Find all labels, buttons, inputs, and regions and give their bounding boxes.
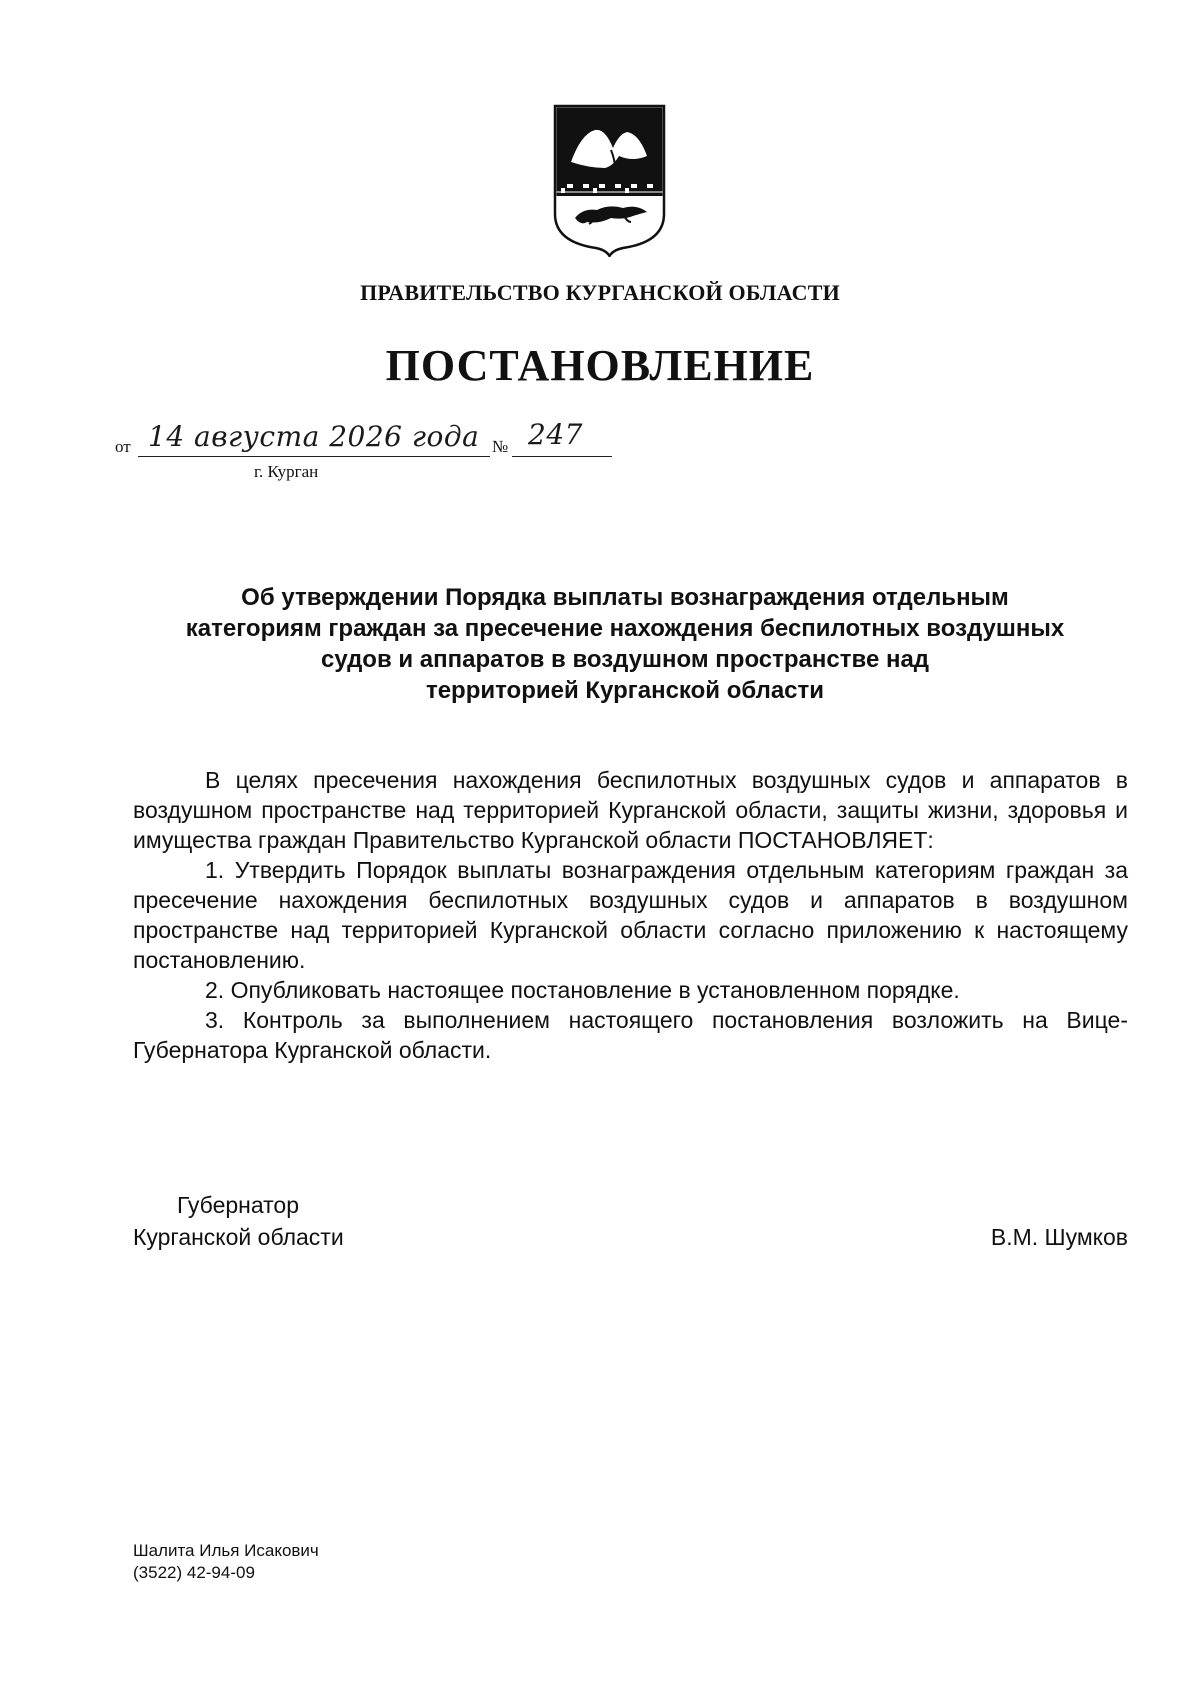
number-handwritten: 247 bbox=[528, 418, 583, 451]
title-line: судов и аппаратов в воздушном пространстве над bbox=[320, 646, 930, 673]
signatory-position-line2: Курганской области bbox=[133, 1224, 344, 1250]
body-paragraph: В целях пресечения нахождения беспилотных воздушных судов и аппаратов в воздушном пространстве над территорией Курганской области, защиты жизни, здоровья и имущества граждан Правительство Курганской области ПОСТАНОВЛЯЕТ: bbox=[133, 767, 1128, 853]
title-line: Об утверждении Порядка выплаты вознаграждения отдельным bbox=[241, 584, 1009, 611]
organization-name: ПРАВИТЕЛЬСТВО КУРГАНСКОЙ ОБЛАСТИ bbox=[360, 280, 840, 305]
document-title bbox=[130, 582, 1120, 706]
number-prefix: № bbox=[492, 437, 509, 456]
body-paragraph: 1. Утвердить Порядок выплаты вознаграждения отдельным категориям граждан за пресечение нахождения беспилотных воздушных судов и аппаратов в воздушном пространстве над территорией Курганской области согласно приложению к настоящему постановлению. bbox=[133, 857, 1128, 973]
contact-name: Шалита Илья Исакович bbox=[133, 1541, 319, 1560]
date-underline bbox=[138, 456, 490, 457]
document-body bbox=[133, 765, 1128, 1065]
document-type: ПОСТАНОВЛЕНИЕ bbox=[385, 341, 815, 390]
body-paragraph: 3. Контроль за выполнением настоящего постановления возложить на Вице-Губернатора Курганской области. bbox=[133, 1007, 1128, 1063]
signatory-name: В.М. Шумков bbox=[990, 1224, 1128, 1250]
date-handwritten: 14 августа 2026 года bbox=[148, 420, 480, 453]
number-underline bbox=[512, 456, 612, 457]
signatory-position-line1: Губернатор bbox=[177, 1192, 300, 1218]
date-prefix: от bbox=[115, 437, 131, 456]
coat-of-arms-icon bbox=[553, 104, 666, 257]
city-name: г. Курган bbox=[254, 462, 319, 481]
title-line: территорией Курганской области bbox=[425, 677, 825, 704]
body-paragraph: 2. Опубликовать настоящее постановление в установленном порядке. bbox=[205, 977, 960, 1003]
contact-phone: (3522) 42-94-09 bbox=[133, 1563, 255, 1582]
title-line: категориям граждан за пресечение нахождения беспилотных воздушных bbox=[185, 615, 1065, 642]
